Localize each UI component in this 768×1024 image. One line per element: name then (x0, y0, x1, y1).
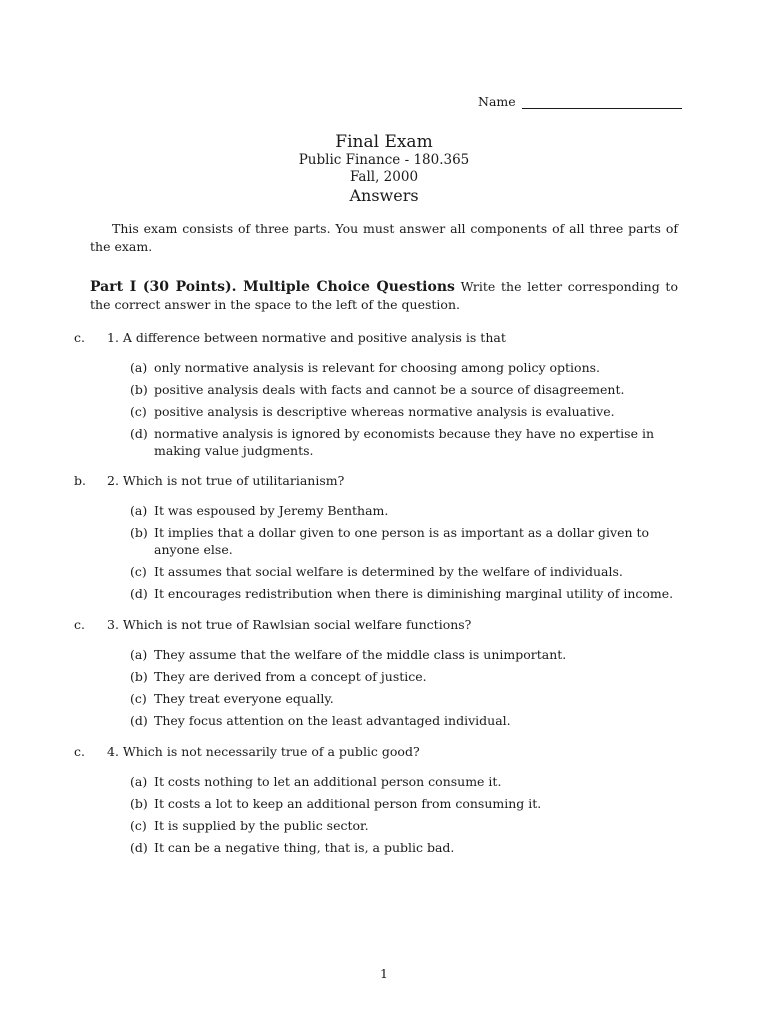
option (130, 381, 678, 398)
option (130, 817, 678, 834)
option-text: It is supplied by the public sector. (154, 818, 369, 833)
term: Fall, 2000 (349, 169, 419, 185)
option-list (130, 359, 678, 459)
option (130, 524, 678, 558)
option (130, 690, 678, 707)
option (130, 795, 678, 812)
option-text: It costs a lot to keep an additional person from consuming it. (154, 796, 542, 811)
option-label: (d) (130, 840, 148, 855)
option-text: It was espoused by Jeremy Bentham. (154, 503, 389, 518)
option-label: (a) (130, 360, 148, 375)
option-label: (d) (130, 713, 148, 728)
option (130, 839, 678, 856)
option (130, 425, 678, 459)
option-list (130, 773, 678, 856)
option-label: (b) (130, 796, 148, 811)
option-list (130, 502, 678, 602)
option (130, 359, 678, 376)
option-label: (c) (130, 818, 147, 833)
question-text: 4. Which is not necessarily true of a public good? (107, 744, 420, 759)
option-text: It can be a negative thing, that is, a public bad. (154, 840, 455, 855)
option (130, 502, 678, 519)
part1-heading-block (90, 278, 678, 314)
option (130, 668, 678, 685)
option-label: (d) (130, 426, 148, 441)
option-text: only normative analysis is relevant for choosing among policy options. (154, 360, 601, 375)
question-text: 1. A difference between normative and positive analysis is that (107, 330, 506, 345)
question-text: 2. Which is not true of utilitarianism? (107, 473, 345, 488)
option (130, 773, 678, 790)
option (130, 646, 678, 663)
part1-heading: Part I (30 Points). Multiple Choice Questions (90, 279, 455, 295)
option-label: (b) (130, 382, 148, 397)
question-text: 3. Which is not true of Rawlsian social welfare functions? (107, 617, 472, 632)
exam-title: Final Exam (335, 132, 433, 152)
part1-instructions: Write the letter corresponding to the correct answer in the space to the left of the question. (90, 279, 678, 312)
answer-letter: c. (74, 617, 85, 632)
name-label: Name (478, 94, 516, 109)
option-list (130, 646, 678, 729)
option (130, 585, 678, 602)
option-label: (b) (130, 669, 148, 684)
option-label: (c) (130, 564, 147, 579)
option-label: (c) (130, 691, 147, 706)
answer-letter: c. (74, 330, 85, 345)
answer-letter: c. (74, 744, 85, 759)
answers-subtitle: Answers (349, 186, 419, 205)
option-label: (a) (130, 774, 148, 789)
title-block (0, 132, 768, 206)
option-text: They assume that the welfare of the middle class is unimportant. (154, 647, 567, 662)
option (130, 712, 678, 729)
option-text: It costs nothing to let an additional person consume it. (154, 774, 502, 789)
option (130, 563, 678, 580)
option-text: It encourages redistribution when there is diminishing marginal utility of income. (154, 586, 674, 601)
option-text: They treat everyone equally. (154, 691, 334, 706)
option-label: (c) (130, 404, 147, 419)
option-text: It assumes that social welfare is determined by the welfare of individuals. (154, 564, 623, 579)
option (130, 403, 678, 420)
answer-letter: b. (74, 473, 86, 488)
option-label: (d) (130, 586, 148, 601)
option-label: (a) (130, 503, 148, 518)
name-field (478, 94, 682, 109)
option-label: (a) (130, 647, 148, 662)
intro-paragraph: This exam consists of three parts. You must answer all components of all three parts of the exam. (90, 221, 678, 254)
option-text: They are derived from a concept of justice. (154, 669, 427, 684)
option-text: positive analysis is descriptive whereas normative analysis is evaluative. (154, 404, 615, 419)
option-text: normative analysis is ignored by economists because they have no expertise in making value judgments. (154, 426, 655, 458)
option-text: They focus attention on the least advantaged individual. (154, 713, 511, 728)
name-blank-line[interactable] (522, 96, 682, 109)
option-text: It implies that a dollar given to one person is as important as a dollar given to anyone else. (154, 525, 650, 557)
option-label: (b) (130, 525, 148, 540)
page-number: 1 (380, 966, 388, 981)
course-name: Public Finance - 180.365 (298, 152, 470, 168)
option-text: positive analysis deals with facts and cannot be a source of disagreement. (154, 382, 625, 397)
